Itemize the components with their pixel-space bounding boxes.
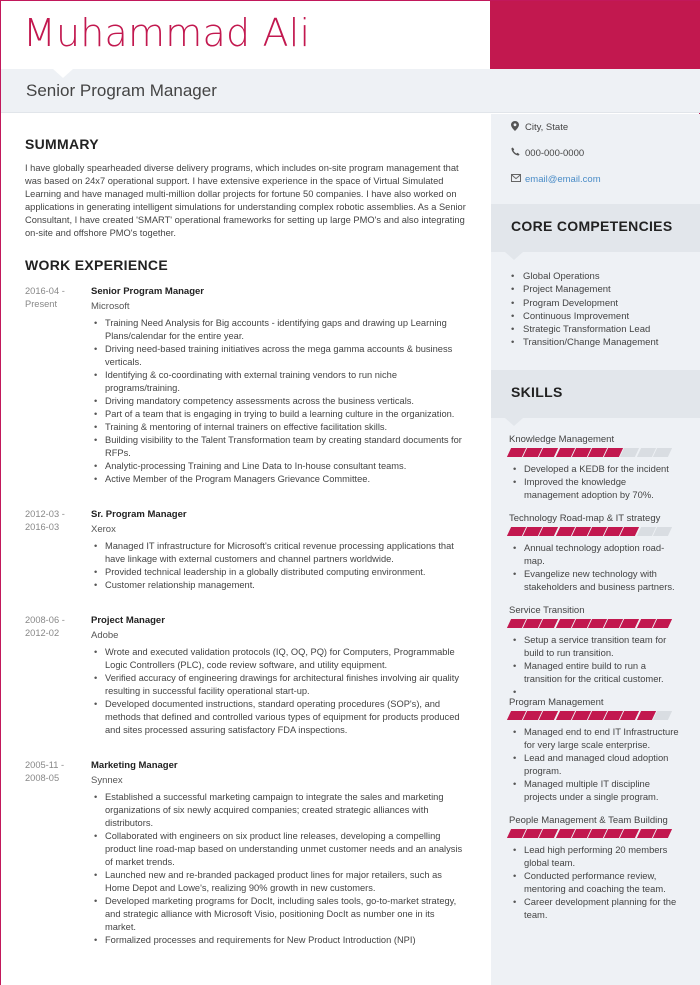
skill-level-segment	[653, 448, 672, 457]
title-bar-notch	[53, 69, 73, 78]
skill-bullet: • Managed multiple IT discipline projects under a single program.	[524, 777, 683, 803]
skill-level-bar	[509, 527, 683, 537]
skill-entry	[491, 605, 700, 685]
job-bullet-list	[91, 791, 467, 947]
competencies-list	[491, 252, 700, 350]
job-bullet: • Established a successful marketing campaign to integrate the sales and marketing organizations of six newly acquired companies; created strategic alliances with distributors.	[105, 791, 467, 830]
job-bullet: • Provided technical leadership in a globally distributed computing environment.	[105, 566, 467, 579]
job-dates: 2016-04 - Present	[25, 286, 65, 309]
job-bullet: • Verified accuracy of engineering drawings for architectural finishes involving air quality resulting in successful facility operational start-up.	[105, 672, 467, 698]
job-role: Sr. Program Manager	[91, 509, 187, 520]
candidate-name: Muhammad Ali	[23, 11, 311, 55]
job-company: Synnex	[91, 775, 123, 786]
location-pin-icon	[511, 121, 525, 134]
skill-bullet: • Improved the knowledge management adoption by 70%.	[524, 475, 683, 501]
job-bullet: • Collaborated with engineers on six product line releases, developing a compelling product line road-map based on understanding unmet customer needs and an analysis of market trends.	[105, 830, 467, 869]
skill-name: People Management & Team Building	[509, 814, 668, 826]
job-bullet-list	[91, 540, 467, 592]
job-bullet: • Customer relationship management.	[105, 579, 467, 592]
contact-phone	[511, 140, 700, 166]
skill-level-bar	[509, 711, 683, 721]
competency-item: • Transition/Change Management	[523, 336, 700, 349]
job-entry	[25, 508, 467, 592]
job-role: Marketing Manager	[91, 760, 178, 771]
skill-bullet-list	[509, 725, 683, 803]
skill-bullet: • Conducted performance review, mentoring and coaching the team.	[524, 869, 683, 895]
phone-text: 000-000-0000	[525, 147, 585, 159]
skill-bullet: • Evangelize new technology with stakeholders and business partners.	[524, 567, 683, 593]
skill-bullet: • Career development planning for the team.	[524, 895, 683, 921]
work-experience-list	[25, 285, 467, 947]
job-entry	[25, 614, 467, 737]
skill-level-segment	[653, 829, 672, 838]
header-accent-block	[490, 1, 700, 69]
skill-name: Technology Road-map & IT strategy	[509, 512, 661, 524]
email-link[interactable]: email@email.com	[525, 173, 601, 185]
job-role: Senior Program Manager	[91, 286, 204, 297]
skill-level-bar	[509, 448, 683, 458]
skill-bullet: • Managed end to end IT Infrastructure for very large scale enterprise.	[524, 725, 683, 751]
job-bullet: • Launched new and re-branded packaged product lines for major retailers, such as Home Depot and Lowe's, realizing 90% growth in new customers.	[105, 869, 467, 895]
job-title: Senior Program Manager	[26, 81, 217, 100]
job-role: Project Manager	[91, 615, 165, 626]
competency-item: • Continuous Improvement	[523, 310, 700, 323]
contact-location	[511, 114, 700, 140]
location-text: City, State	[525, 121, 569, 133]
contact-block	[491, 114, 700, 192]
contact-email[interactable]	[511, 166, 700, 192]
summary-heading: SUMMARY	[25, 136, 99, 152]
skill-level-segment	[653, 527, 672, 536]
skill-name: Knowledge Management	[509, 433, 615, 445]
skill-bullet: • Lead and managed cloud adoption program.	[524, 751, 683, 777]
skills-list	[491, 434, 700, 921]
job-bullet: • Driving mandatory competency assessments across the business verticals.	[105, 395, 467, 408]
skill-bullet-list	[509, 633, 683, 685]
job-bullet: • Active Member of the Program Managers Grievance Committee.	[105, 473, 467, 486]
competency-item: • Project Management	[523, 283, 700, 296]
job-entry	[25, 285, 467, 486]
skill-bullet: • Managed entire build to run a transition for the critical customer.	[524, 659, 683, 685]
phone-icon	[511, 147, 525, 159]
envelope-icon	[511, 174, 525, 185]
job-bullet: • Training Need Analysis for Big accounts - identifying gaps and drawing up Learning Plans/calendar for the entire year.	[105, 317, 467, 343]
skill-entry	[491, 513, 700, 593]
work-experience-heading: WORK EXPERIENCE	[25, 257, 168, 273]
job-dates: 2008-06 - 2012-02	[25, 615, 65, 638]
skill-bullet-list	[509, 843, 683, 921]
job-body	[91, 759, 467, 947]
job-company: Xerox	[91, 524, 116, 535]
competencies-header	[491, 204, 700, 252]
skill-bullet: • Lead high performing 20 members global team.	[524, 843, 683, 869]
skill-entry	[491, 697, 700, 803]
summary-text: I have globally spearheaded diverse delivery programs, which includes on-site program management that was based on 24x7 operational support. I have extensive experience in the space of Virtual Simulated Learning and have managed multi-million dollar projects for fortune 50 companies. I have also worked on applications in generating intelligent simulations for understanding complex robotic assemblies. As a Senior Consultant, I have created 'SMART' operational frameworks for setting up large PMO's and also integrating on-site and offshore PMO's together.	[25, 163, 466, 238]
job-dates: 2005-11 - 2008-05	[25, 760, 65, 783]
job-bullet: • Building visibility to the Talent Transformation team by creating standard documents for RFPs.	[105, 434, 467, 460]
skills-header-arrow	[505, 418, 523, 426]
job-body	[91, 614, 467, 737]
job-bullet: • Developed marketing programs for DocIt, including sales tools, go-to-market strategy, and strategic alliance with Microsoft Visio, positioning DocIt as number one in its market.	[105, 895, 467, 934]
sidebar	[491, 114, 700, 985]
competency-item: • Strategic Transformation Lead	[523, 323, 700, 336]
job-company: Microsoft	[91, 301, 130, 312]
skills-header	[491, 370, 700, 418]
competencies-heading: CORE COMPETENCIES	[511, 218, 673, 234]
competency-item: • Global Operations	[523, 270, 700, 283]
skill-bullet-list	[509, 462, 683, 501]
job-bullet: • Analytic-processing Training and Line Data to In-house consultant teams.	[105, 460, 467, 473]
job-bullet: • Driving need-based training initiatives across the mega gamma accounts & business verticals.	[105, 343, 467, 369]
skills-heading: SKILLS	[511, 383, 563, 400]
job-bullet: • Wrote and executed validation protocols (IQ, OQ, PQ) for Computers, Programmable Logic Controllers (PLC), code review software, and utility equipment.	[105, 646, 467, 672]
skill-level-segment	[653, 619, 672, 628]
job-body	[91, 285, 467, 486]
skill-entry	[491, 434, 700, 501]
competencies-header-arrow	[505, 252, 523, 260]
skill-bullet: • Developed a KEDB for the incident	[524, 462, 683, 475]
skill-name: Program Management	[509, 696, 604, 708]
job-bullet: • Part of a team that is engaging in trying to build a learning culture in the organization.	[105, 408, 467, 421]
skill-name: Service Transition	[509, 604, 585, 616]
skill-entry	[491, 815, 700, 921]
job-bullet-list	[91, 646, 467, 737]
main-column	[1, 114, 491, 985]
job-entry	[25, 759, 467, 947]
skill-bullet: • Setup a service transition team for build to run transition.	[524, 633, 683, 659]
job-bullet: • Formalized processes and requirements for New Product Introduction (NPI)	[105, 934, 467, 947]
skill-bullet: • Annual technology adoption road-map.	[524, 541, 683, 567]
skill-level-bar	[509, 829, 683, 839]
job-bullet: • Training & mentoring of internal trainers on effective facilitation skills.	[105, 421, 467, 434]
skill-bullet-list	[509, 541, 683, 593]
job-bullet: • Developed documented instructions, standard operating procedures (SOP's), and methods that defined and controlled various types of equipment for products produced and sites processed assuring satisfactory FDA inspections.	[105, 698, 467, 737]
skill-level-segment	[653, 711, 672, 720]
job-bullet: • Identifying & co-coordinating with external training vendors to run niche programs/training.	[105, 369, 467, 395]
job-bullet: • Managed IT infrastructure for Microsoft's critical revenue processing applications that have linkage with external customers and channel partners worldwide.	[105, 540, 467, 566]
skill-level-bar	[509, 619, 683, 629]
competency-item: • Program Development	[523, 297, 700, 310]
job-body	[91, 508, 467, 592]
job-bullet-list	[91, 317, 467, 486]
job-company: Adobe	[91, 630, 119, 641]
job-dates: 2012-03 - 2016-03	[25, 509, 65, 532]
